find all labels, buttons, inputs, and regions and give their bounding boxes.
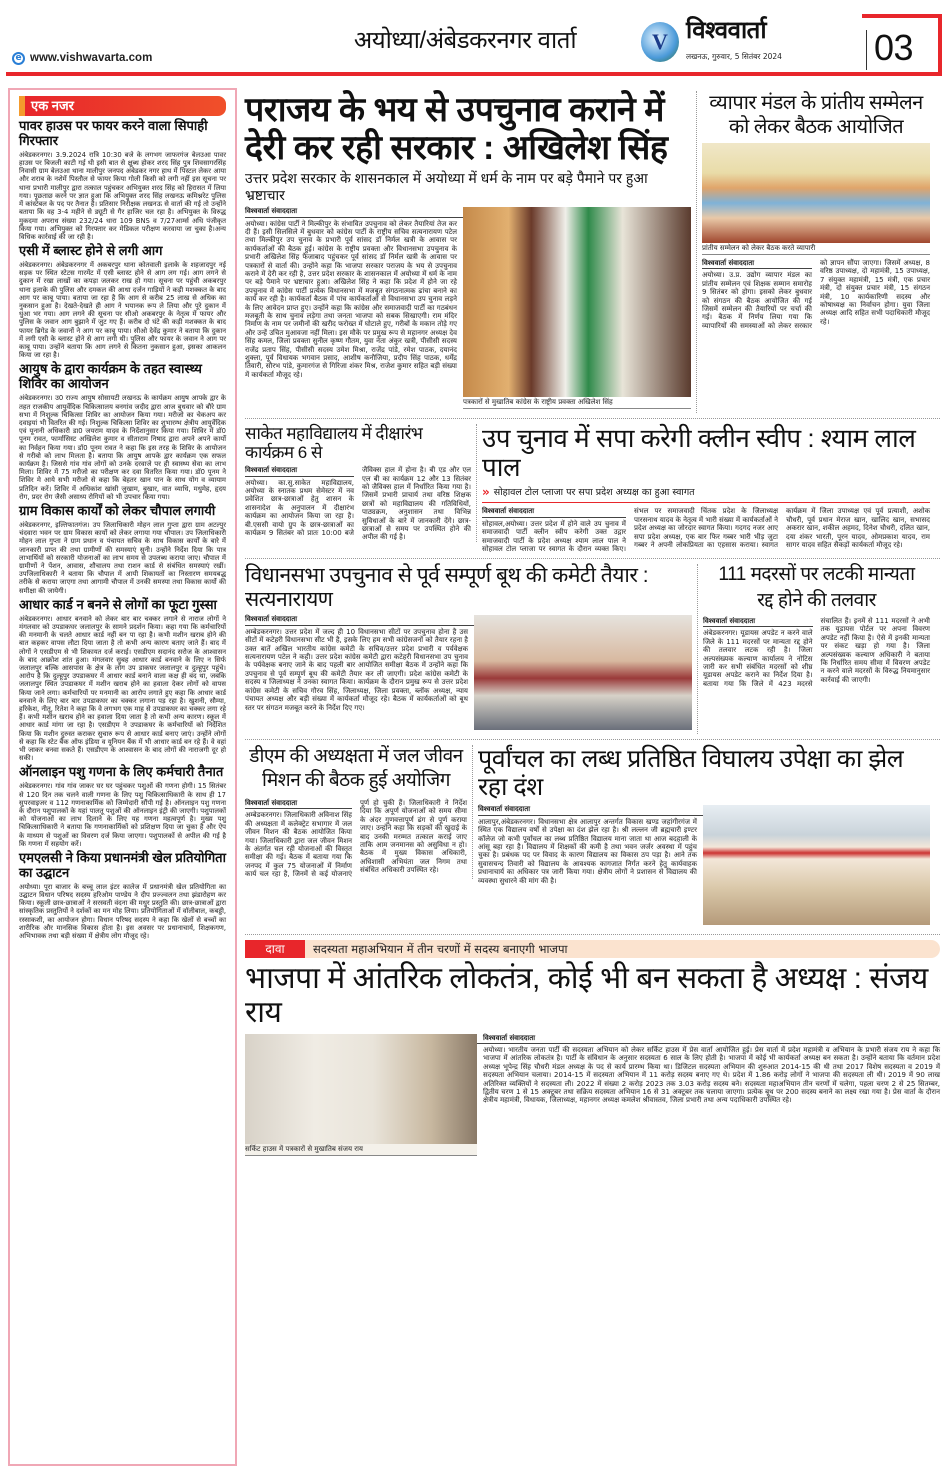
lead-headline-line-2: देरी कर रही सरकार : अखिलेश सिंह <box>245 129 668 168</box>
news-brief <box>19 504 226 595</box>
brief-title: आयुष के द्वारा कार्यक्रम के तहत स्वास्थ्य शिविर का आयोजन <box>19 361 202 392</box>
brief-title: ऑनलाइन पशु गणना के लिए कर्मचारी तैनात <box>19 764 224 780</box>
school-headline: पूर्वांचल का लब्ध प्रतिष्ठित विघालय उपेक्षा का झेल रहा दंश <box>478 745 904 802</box>
lead-subheadline: उत्तर प्रदेश सरकार के शासनकाल में अयोध्या में धर्म के नाम पर बड़े पैमाने पर हुआ भ्रष्टाचार <box>245 170 648 204</box>
byline: विश्ववार्ता संवाददाता <box>245 466 354 476</box>
brief-body: अंबेडकरनगर। गांव गांव जाकर घर घर पहुंचकर पशुओं की गणना होगी। 15 सितंबर से 120 दिन तक चलने वाली गणना के लिए पशु चिकित्साधिकारी के साथ ही 17 सुपरवाइजर व 112 गणनाकार्मिक को जिम्मेदारी सौंपी गई है। ऑनलाइन पशु गणना के दौरान पशुपालकों के यहां पालतू पशुओं की ऑनलाइन इंट्री की जाएगी। पशुपालकों को योजनाओं का लाभ दिलाने के लिए यह गणना महत्वपूर्ण है। मुख्य पशु चिकित्साधिकारी ने बताया कि गणनाकार्मिकों को प्रशिक्षण दिया जा चुका है और ऐप के माध्यम से पशुओं का विवरण दर्ज किया जाएगा। पशुपालकों से अपील की गई है कि गणना में सहयोग करें। <box>19 782 226 848</box>
pullquote-text: सोहावल टोल प्लाजा पर सपा प्रदेश अध्यक्ष का हुआ स्वागत <box>493 487 695 499</box>
bjp-body-block <box>245 1034 940 1160</box>
brand-name: विश्ववार्ता <box>686 17 767 44</box>
school-body-text: आलापुर,अंबेडकरनगर। विधानसभा क्षेत्र आलापुर अन्तर्गत विकास खण्ड जहांगीरगंज में स्थित एक विद्यालय वर्षों से उपेक्षा का दंश झेल रहा है। श्री लल्लन जी ब्रह्मचारी इण्टर कॉलेज जो कभी पूर्वांचल का लब्ध प्रतिष्ठित विद्यालय माना जाता था आज बदहाली के आंसू बहा रहा है। विद्यालय में शिक्षकों की कमी है तथा भवन जर्जर अवस्था में पहुंच चुका है। प्रबंधक पद पर विवाद के कारण विद्यालय का विकास ठप पड़ा है। आने तक सुवासचन्द तिवारी को विद्यालय के आवश्यक कागजात निर्गत करने हेतु कार्यवाहक प्रधानाचार्य का अधिकार पत्र जारी किया गया। क्षेत्रीय लोगों ने प्रशासन से विद्यालय की व्यवस्था सुधारने की मांग की है। <box>478 817 697 885</box>
news-brief-list <box>19 119 226 940</box>
dm-headline: डीएम की अध्यक्षता में जल जीवन मिशन की बैठक हुई अयोजिग <box>249 746 463 792</box>
bjp-section <box>245 935 940 1159</box>
news-brief <box>19 244 226 359</box>
byline: विश्ववार्ता संवाददाता <box>482 507 626 517</box>
lead-photo <box>463 207 691 397</box>
header-rule <box>6 72 942 76</box>
booth-body-block <box>245 615 692 734</box>
saket-body <box>245 466 471 542</box>
school-photo <box>703 805 930 925</box>
trade-body-text: अयोध्या। उ.प्र. उद्योग व्यापार मंडल का प्रांतीय सम्मेलन एवं शिक्षक सम्मान समारोह 9 सितंबर को होगा। इसको लेकर बुधवार को संगठन की बैठक आयोजित की गई जिसमें सम्मेलन की तैयारियों पर चर्चा की गई। बैठक में निर्णय लिया गया कि व्यापारियों की समस्याओं को लेकर सरकार को ज्ञापन सौंपा जाएगा। जिसमें अध्यक्ष, 8 वरिष्ठ उपाध्यक्ष, दो महामंत्री, 15 उपाध्यक्ष, 7 संयुक्त महामंत्री, 15 मंत्री, एक प्रचार मंत्री, दो संयुक्त प्रचार मंत्री, 15 संगठन मंत्री, 10 कार्यकारिणी सदस्य और कोषाध्यक्ष का निर्वाचन होगा। युवा जिला अध्यक्ष आदि सहित सभी पदाधिकारी मौजूद रहे। <box>702 259 930 330</box>
news-brief <box>19 765 226 848</box>
bjp-body-text: अयोध्या। भारतीय जनता पार्टी की सदस्यता अभियान को लेकर सर्किट हाउस में प्रेस वार्ता आयोजित हुई। प्रेस वार्ता में प्रदेश महामंत्री व अभियान के प्रभारी संजय राय ने कहा कि भाजपा में आंतरिक लोकतंत्र है। पार्टी के संविधान के अनुसार सदस्यता 6 साल के लिए होती है। भाजपा में कोई भी कार्यकर्ता अध्यक्ष बन सकता है। उन्होंने बताया कि वर्तमान प्रदेश अध्यक्ष भूपेन्द्र सिंह चौधरी मंडल अध्यक्ष के पद से कार्य प्रारम्भ किया था। डिजिटल सदस्यता अभियान की शुरुआत 2014-15 की थी तथा 2017 विशेष सदस्यता व 2019 में सदस्यता अभियान चलाया। 2014-15 में सदस्यता अभियान में 11 करोड़ सदस्य बनाए गए थे। प्रदेश में 1.86 करोड़ लोगों ने भाजपा की सदस्यता ली थी। 2019 में 90 लाख अतिरिक्त व्यक्तियों ने सदस्यता ली। 2022 में संख्या 2 करोड़ 2023 तक 3.03 करोड़ सदस्य बने। सदस्यता महाअभियान तीन चरणों में चलेगा, पहला चरण 2 से 25 सितम्बर, द्वितीय चरण 1 से 15 अक्टूबर तथा सक्रिय सदस्यता अभियान 16 से 31 अक्टूबर तक चलाया जाएगा। प्रत्येक बूथ पर 200 सदस्य बनाने का लक्ष्य रखा गया है। प्रेस वार्ता के दौरान क्षेत्रीय महामंत्री, विधायक, जिलाध्यक्ष, महानगर अध्यक्ष कमलेश श्रीवास्तव, जिला प्रभारी तथा अन्य पदाधिकारी उपस्थित रहे। <box>483 1046 940 1105</box>
sp-article <box>482 424 930 553</box>
byline: विश्ववार्ता संवाददाता <box>245 1034 940 1044</box>
lead-body-block <box>245 207 691 413</box>
saket-body-text: अयोध्या। का.सु.साकेत महाविद्यालय, अयोध्या के स्नातक प्रथम सेमेस्टर में नव प्रवेशित छात्र-छात्राओं हेतु शासन के शासनादेश के अनुपालन में दीक्षारंभ कार्यक्रम का आयोजन किया जा रहा है। बी.एससी वायो ग्रुप के छात्र-छात्राओं का कार्यक्रम 9 सितंबर को प्रातः 10:00 बजे जैविक्स हाल में होना है। बी एड और एल एल बी का कार्यक्रम 12 और 13 सितंबर को जैविक्स हाल में निर्धारित किया गया है। जिसमें प्रभारी प्राचार्य तथा वरिष्ठ शिक्षक छात्रों को महाविद्यालय की गतिविधियों, पाठ्यक्रम, अनुशासन तथा विभिन्न सुविधाओं के बारे में जानकारी देंगे। छात्र-छात्राओं से समय पर उपस्थित होने की अपील की गई है। <box>245 466 471 542</box>
byline: विश्ववार्ता संवाददाता <box>703 617 813 627</box>
news-brief <box>19 119 226 241</box>
saket-article <box>245 424 477 542</box>
school-article <box>478 745 930 929</box>
header <box>0 0 945 78</box>
sp-headline: उप चुनाव में सपा करेगी क्लीन स्वीप : श्याम लाल पाल <box>482 423 916 483</box>
banner-label: एक नजर <box>31 98 74 113</box>
brief-title: आधार कार्ड न बनने से लोगों का फूटा गुस्सा <box>19 596 217 612</box>
brief-title: एसी में ब्लास्ट होने से लगी आग <box>19 243 163 259</box>
brief-title: ग्राम विकास कार्यों को लेकर चौपाल लगायी <box>19 503 216 518</box>
brief-body: अयोध्या। पूरा बाजार के बच्चू लाल इंटर कालेज में प्रधानमंत्री खेल प्रतियोगिता का उद्घाटन विधान परिषद सदस्य हरिओम पाण्डेय ने दीप प्रज्ज्वलन तथा झंडारोहण कर किया। स्कूली छात्र-छात्राओं ने सरस्वती वंदना की मधुर प्रस्तुति की। छात्र-छात्राओं द्वारा सांस्कृतिक प्रस्तुतियों ने दर्शकों का मन मोह लिया। प्रतियोगिताओं में वॉलीबाल, कबड्डी, रस्साकशी, का आयोजन होगा। विधान परिषद सदस्य ने कहा कि खेलों से बच्चों का शारीरिक और मानसिक विकास होता है। इस अवसर पर प्रधानाचार्य, शिक्षकगण, अभिभावक तथा बड़ी संख्या में क्षेत्रीय लोग मौजूद रहे। <box>19 882 226 941</box>
news-brief <box>19 598 226 763</box>
madarsa-article <box>703 564 930 688</box>
sp-pullquote <box>482 486 930 503</box>
news-brief <box>19 362 226 501</box>
brief-title: पावर हाउस पर फायर करने वाला सिपाही गिरफ्तार <box>19 118 208 148</box>
trade-body <box>702 259 930 330</box>
trade-photo <box>702 143 930 243</box>
booth-article <box>245 564 698 734</box>
bjp-figure <box>245 1034 477 1156</box>
trade-headline: व्यापार मंडल के प्रांतीय सम्मेलन को लेकर बैठक आयोजित <box>709 92 923 138</box>
kicker-tag <box>245 940 305 958</box>
brief-body: अंबेडकरनगर। आधार बनवाने को लेकर बार बार चक्कर लगाने से नाराज लोगों ने मंगलवार को उपडाकघर जलालपुर के सामने प्रदर्शन किया। कहा गया कि कर्मचारियों की मनमानी के चलते आधार कार्ड नहीं बन पा रहा है। कभी मशीन खराब होने की बात कहकर वापस लौटा दिया जाता है तो कभी अन्य कारण बताए जाते हैं। बाद में लोगों ने एसडीएम से भी शिकायत दर्ज कराई। एसडीएम सदानंद सरोज के आश्वासन के बाद आक्रोश शांत हुआ। मंगलवार सुबह आधार कार्ड बनवाने के लिए न सिर्फ जलालपुर बल्कि आसपास के क्षेत्र के लोग उप डाकघर जलालपुर व दुल्हूपुर पहुंचे। आरोप है कि दुल्हूपुर उपडाकघर में आधार कार्ड बनाने वाला कक्ष ही बंद था, जबकि जलालपुर स्थित उपडाकघर में मशीन खराब होने का हवाला देकर लोगों को वापस किया जाने लगा। कर्मचारियों पर मनमानी का आरोप लगाते हुए कहा कि आधार कार्ड बनवाने के लिए बार बार उपडाकघर का चक्कर लगाना पड़ रहा है। खुशनी, सौम्या, हरिकेश, नीतू, रितेश ने कहा कि वे लगभग एक माह से उपडाकघर का चक्कर लगा रहे हैं। कभी मशीन खराब होने का हवाला दिया जाता है तो कभी अन्य कारण। स्कूल में आधार कार्ड मांगा जा रहा है। एसडीएम ने उपडाकघर के कर्मचारियों को निर्देशित किया कि मशीन दुरुस्त कराकर सुचारु रूप से आधार कार्ड बनाए जाएं। उन्होंने लोगों से कहा कि स्टेट बैंक ऑफ इंडिया व यूनियन बैंक में भी आधार कार्ड बन रहे हैं। वे वहां भी जाकर बनवा सकते हैं। एसडीएम के आश्वासन के बाद लोगों की नाराजगी दूर हो सकी। <box>19 614 226 763</box>
dateline: लखनऊ, गुरुवार, 5 सितंबर 2024 <box>686 52 782 61</box>
row-lead <box>245 86 940 419</box>
byline: विश्ववार्ता संवाददाता <box>245 799 352 809</box>
booth-headline: विधानसभा उपचुनाव से पूर्व सम्पूर्ण बूथ की कमेटी तैयार : सत्यनारायण <box>245 564 649 611</box>
dm-article <box>245 745 473 878</box>
page-number: 03 <box>874 27 914 68</box>
lead-headline-line-1: पराजय के भय से उपचुनाव कराने में <box>245 91 665 129</box>
row-dm-school <box>245 740 940 935</box>
ek-nazar-column <box>8 88 237 1466</box>
page-number-box <box>862 14 942 74</box>
main-area <box>245 86 940 1160</box>
booth-body-text: अम्बेडकरनगर। उत्तर प्रदेश में जल्द ही 10 विधानसभा सीटों पर उपचुनाव होना है उस सीटों में कटेहरी विधानसभा सीट भी है, इसके लिए हम सभी कांग्रेसजनों को तैयार रहना है उक्त बातें अखिल भारतीय कांग्रेस कमेटी के सचिव/उत्तर प्रदेश प्रभारी व पर्यवेक्षक सत्यनारायण पटेल ने कही। उत्तर प्रदेश कांग्रेस कमेटी द्वारा कटेहरी विधानसभा उप चुनाव के पर्यवेक्षक बनाए जाने के बाद पहली बार आयोजित समीक्षा बैठक में उन्होंने कहा कि उपचुनाव से पूर्व सम्पूर्ण बूथ की कमेटी तैयार कर ली जाएगी। प्रदेश कांग्रेस कमेटी के सदस्य व जिलाध्यक्ष ने उनका स्वागत किया। कार्यक्रम के दौरान प्रमुख रूप से उत्तर प्रदेश कांग्रेस कमेटी के सचिव गौरव सिंह, जिलाध्यक्ष, जिला प्रवक्ता, ब्लॉक अध्यक्ष, न्याय पंचायत अध्यक्ष और बड़ी संख्या में कार्यकर्ता मौजूद रहे। बैठक में कार्यकर्ताओं को बूथ स्तर पर संगठन मजबूत करने के निर्देश दिए गए। <box>245 627 468 712</box>
madarsa-body-text: अंबेडकरनगर। यूडायस अपडेट न करने वाले जिले के 111 मदरसों पर मान्यता रद्द होने की तलवार लटक रही है। जिला अल्पसंख्यक कल्याण कार्यालय ने नोटिस जारी कर सभी संबंधित मदरसों को शीघ्र यूडायस अपडेट कराने का निर्देश दिया है। बताया गया कि जिले में 423 मदरसे संचालित हैं। इनमें से 111 मदरसों ने अभी तक यूडायस पोर्टल पर अपना विवरण अपडेट नहीं किया है। ऐसे में इनकी मान्यता पर संकट खड़ा हो गया है। जिला अल्पसंख्यक कल्याण अधिकारी ने बताया कि निर्धारित समय सीमा में विवरण अपडेट न करने वाले मदरसों के विरुद्ध नियमानुसार कार्रवाई की जाएगी। <box>703 616 930 688</box>
brief-body: अंबेडकरनगर, इल्तिफातगंज। उप जिलाधिकारी मोहन लाल गुप्ता द्वारा ग्राम अटल्पुर चंदवारा भवन पर ग्राम विकास कार्यो को लेकर लगाया गया चौपाल। उप जिलाधिकारी मोहन लाल गुप्ता ने ग्राम प्रधान व पंचायत सचिव के साथ विकास कार्यों के बारे में जानकारी प्राप्त की तथा ग्रामीणों की समस्याएं सुनी। उन्होंने निर्देश दिया कि पात्र लाभार्थियों को सरकारी योजनाओं का लाभ समय से उपलब्ध कराया जाए। चौपाल में ग्रामीणों ने पेंशन, आवास, शौचालय तथा राशन कार्ड से संबंधित समस्याएं रखीं। उपजिलाधिकारी ने बताया कि चौपाल में आयी शिकायतों का निस्तारण समयबद्ध तरीके से कराया जाएगा तथा आगामी चौपाल में उनकी समस्या तथा विकास कार्यो की समीक्षा की जायेगी। <box>19 520 226 595</box>
dm-body <box>245 799 467 879</box>
kicker-tag-label: दावा <box>265 942 285 957</box>
lead-article <box>245 91 697 413</box>
sp-body-text: सोहावल,अयोध्या। उत्तर प्रदेश में होने वाले उप चुनाव में समाजवादी पार्टी क्लीन स्वीप करेगी उक्त उद्गार समाजवादी पार्टी के प्रदेश अध्यक्ष श्याम लाल पाल ने सोहावल टोल प्लाजा पर स्वागत के दौरान व्यक्त किए। संभल पर समाजवादी चिंतक प्रदेश के जिलाध्यक्ष पारसनाथ यादव के नेतृत्व में भारी संख्या में कार्यकर्ताओं ने प्रदेश अध्यक्ष का जोरदार स्वागत किया। गदगद नजर आए सपा प्रदेश अध्यक्ष, एक बार फिर गब्बर भारी भीड़ जुटा गब्बर ने अपनी लोकप्रियता का एहसास कराया। स्वागत कार्यक्रम में जिला उपाध्यक्ष एवं पूर्व प्रत्याशी, अशोक चौधरी, पूर्व प्रधान मेराज खान, खालिद खान, सभासद अकरार खान, शकील अहमद, दिनेश चौधरी, दलित खान, दया शंकर भारती, पूरन यादव, ओमप्रकाश यादव, राम सागर यादव सहित सैकड़ों कार्यकर्ता मौजूद रहे। <box>482 507 930 553</box>
brand-logo-icon: V <box>641 22 679 62</box>
booth-photo <box>474 615 692 730</box>
dm-body-text: अम्बेडकरनगर। जिलाधिकारी अविनाश सिंह की अध्यक्षता में कलेक्ट्रेट सभागार में जल जीवन मिशन की बैठक आयोजित किया गया। जिलाधिकारी द्वारा जल जीवन मिशन के अंतर्गत चल रही योजनाओं की विस्तृत समीक्षा की गई। बैठक में बताया गया कि जनपद में कुल 75 योजनाओं में निर्माण कार्य चल रहा है, जिनमें से कई योजनाएं पूर्ण हो चुकी हैं। जिलाधिकारी ने निर्देश दिया कि अपूर्ण योजनाओं को समय सीमा के अंदर गुणवत्तापूर्ण ढंग से पूर्ण कराया जाए। उन्होंने कहा कि सड़कों की खुदाई के बाद उनकी मरम्मत तत्काल कराई जाए ताकि आम जनमानस को असुविधा न हो। बैठक में मुख्य विकास अधिकारी, अधिशासी अभियंता जल निगम तथा संबंधित अधिकारी उपस्थित रहे। <box>245 798 467 879</box>
bjp-photo <box>245 1034 477 1144</box>
madarsa-body <box>703 617 930 688</box>
row-saket-sp <box>245 419 940 559</box>
lead-body: अयोध्या। कांग्रेस पार्टी ने मिल्कीपुर के संभावित उपचुनाव को लेकर तैयारियां तेज कर दी हैं। इसी सिलसिले में बुधवार को कांग्रेस पार्टी के राष्ट्रीय सचिव सत्यनारायण पटेल तथा मिल्कीपुर उप चुनाव के प्रभारी पूर्व सांसद डॉ निर्मल खत्री के आवास पर कार्यकर्ताओं की बैठक हुई। कांग्रेस के राष्ट्रीय प्रवक्ता और विधानसभा उपचुनाव के प्रभारी अखिलेश सिंह फैजाबाद पहुंचकर पूर्व सांसद डॉ निर्मल खत्री के आवास पर पत्रकारों से वार्ता की। उन्होंने कहा कि भाजपा सरकार पराजय के भय से उपचुनाव कराने में देरी कर रही है, उत्तर प्रदेश सरकार के शासनकाल में अयोध्या में धर्म के नाम पर बड़े पैमाने पर भ्रष्टाचार हुआ। अखिलेश सिंह ने कहा कि प्रदेश में होने जा रहे उपचुनाव में कांग्रेस पार्टी प्रत्येक विधानसभा में मजबूत संगठनात्मक ढांचा बनाने का कार्य कर रही है। कार्यकर्ता बैठक में पांच कार्यकर्ताओं से विधानसभा उप चुनाव लड़ने के लिए आवेदन प्राप्त हुए। उन्होंने कहा कि कांग्रेस और समाजवादी पार्टी का गठबंधन मजबूती के साथ चुनाव लड़ेगा तथा जनता भाजपा को सबक सिखाएगी। राम मंदिर निर्माण के नाम पर जमीनों की खरीद फरोख्त में घोटाले हुए, गरीबों के मकान तोड़े गए और उन्हें उचित मुआवजा नहीं मिला। इस मौके पर प्रमुख रूप से महानगर अध्यक्ष देव सिंह कमल, जिला प्रवक्ता सुनील कृष्ण गौतम, युवा नेता अंकुर खत्री, पीसीसी सदस्य राजेंद्र प्रताप सिंह, पीसीसी सदस्य उमेश मिश्रा, राजेंद्र पांडे, रमेश पाठक, दयानंद शुक्ला, पूर्व विधायक भगवान प्रसाद, आशीष कनौजिया, प्रदीप सिंह पाठक, धर्मेंद्र तिवारी, सौरभ पांडे, कुमारगंज से गिरिजा शंकर मिश्र, राजेश कुमार सहित बड़ी संख्या में कार्यकर्ता मौजूद रहे। <box>245 219 457 379</box>
byline: विश्ववार्ता संवाददाता <box>245 207 691 217</box>
lead-figure <box>463 207 691 409</box>
website-url[interactable]: www.vishwavarta.com <box>30 52 153 64</box>
brief-body: अंबेडकरनगर। उ0 राज्य आयुष सोसायटी लखनऊ के कार्यक्रम आयुष आपके द्वार के तहत राजकीय आयुर्वेदिक चिकित्सालय बनगांव जदीद द्वारा आज बुधवार को बौरे ग्राम सभा में निशुल्क चिकित्सा शिविर का आयोजन किया गया। मरीजो का चेकअप कर दवाइयां भी वितरित की गई। निशुल्क चिकित्सा शिविर का शुभारम्भ क्षेत्रीय आयुर्वेदिक एवं यूनानी अधिकारी डा0 जयराम यादव के निर्देशानुसार किया गया। शिविर में डॉ0 पूनम रावत, फार्मासिस्ट अखिलेश कुमार व सीताराम निषाद द्वारा अपने अपने कार्यो का निर्वहन किया गया। डॉ0 पूनम रावत ने कहा कि इस तरह के शिविर के आयोजन से गरीबो को लाभ मिलता है। बताया कि आयुष आपके द्वार कार्यक्रम एक सफल कार्यक्रम है। जिससे गांव गांव लोगों को उनके दरवाजे पर ही स्वास्थ्य सेवा का लाभ मिला। शिविर में 75 मरीजो का परीक्षण कर दवा वितरित किया गया। डॉ0 पूनम ने शिविर मे आये सभी मरीजो से कहा कि बेहतर खान पान के साथ योग व व्यायाम प्रतिदिन करें। शिविर में अधिकांश खांसी जुखाम, बुखार, वात व्याधि, मधुमेह, हृदय रोग, प्रदर रोग जैसी असाध्य रोगियों को भी उपचार किया गया। <box>19 394 226 501</box>
bjp-photo-caption: सर्किट हाउस में पत्रकारों से मुखातिब संजय राय <box>245 1144 477 1156</box>
brief-title: एमएलसी ने किया प्रधानमंत्री खेल प्रतियोगिता का उद्घाटन <box>19 849 226 880</box>
kicker-text: सदस्यता महाअभियान में तीन चरणों में सदस्य बनाएगी भाजपा <box>313 942 568 957</box>
news-brief <box>19 851 226 940</box>
lead-photo-caption: पत्रकारों से मुखातिब कांग्रेस के राष्ट्रीय प्रवक्ता अखिलेश सिंह <box>463 397 691 409</box>
bjp-kicker-band <box>245 940 940 958</box>
brief-body: अंबेडकरनगर। अंबेडकरनगर में अकबरपुर थाना कोतवाली इलाके के शहजादपुर नई सड़क पर स्थित स्टेटस गारमेंट में एसी ब्लास्ट होने से आग लग गई। आग लगने से दुकान में रखा लाखों का कपड़ा जलकर राख हो गया। सूचना पर पहुंची अकबरपुर थाना इलाके की पुलिस और दमकल की आधा दर्जन गाड़ियों ने कड़ी मशक्कत के बाद आग पर काबू पाया। बताया जा रहा है कि आग से करीब 25 लाख से अधिक का नुकसान हुआ है। देखते-देखते ही आग ने भयानक रूप ले लिया और पूरे दुकान में धुंआ भर गया। आग लगने की सूचना पर सीओ अकबरपुर के नेतृत्व में फायर और पुलिस के जवान आग बुझाने में जुट गए हैं। करीब दो घंटे की कड़ी मशक्कत के बाद फायर ब्रिगेड के जवानों ने आग पर काबू पाया। सीओ देवेंद्र कुमार ने बताया कि दुकान में लगी एसी के ब्लास्ट होने से आग लगी थी। पुलिस और फायर के जवान ने आग पर काबू पाया। उन्होंने बताया कि आग लगने से कितना नुकसान हुआ, इसका आकलन किया जा रहा है। <box>19 261 226 360</box>
browser-globe-icon: e <box>12 52 25 65</box>
madarsa-headline-2: रद्द होने की तलवार <box>757 589 876 611</box>
madarsa-headline-1: 111 मदरसों पर लटकी मान्यता <box>718 564 915 586</box>
section-title: अयोध्या/अंबेडकरनगर वार्ता <box>353 27 577 54</box>
bjp-headline: भाजपा में आंतरिक लोकतंत्र, कोई भी बन सकता है अध्यक्ष : संजय राय <box>245 962 928 1030</box>
byline: विश्ववार्ता संवाददाता <box>478 805 930 815</box>
trade-article <box>702 91 930 330</box>
saket-headline: साकेत महाविद्यालय में दीक्षारंभ कार्यक्रम 6 से <box>245 424 423 463</box>
brief-body: अंबेडकरनगर। 3.9.2024 रात्रि 10:30 बजे के लगभग जाफरगंज बेलउआ पावर हाउस पर बिजली काटी गई थी इसी बात से क्षुब्ध होकर शरद सिंह पुत्र शिवसागरसिंह निवासी ग्राम बेलउआ थाना मालीपुर जनपद अंबेडकर नगर हाथ में पिस्टल लेकर आया और शराब के नशेमें पिस्तौल से फायर किया गोली किसी को लगी नहीं इस सूचना पर थाना प्रभारी मालीपुर द्वारा तत्काल पहुंचकर अभियुक्त शरद सिंह को हिरासत में लिया गया। पूछताछ करने पर ज्ञात हुआ कि अभियुक्त शरद सिंह लखनऊ कमिश्नरेट पुलिस में कांस्टेबल के पद पर तैनात है। प्रतिसार निरीक्षक लखनऊ से वार्ता की गई तो उन्होंने बताया कि वह 3-4 महीने से ड्यूटी से गैर हाजिर चल रहा है। अभियुक्त के विरुद्ध मुकदमा अपराध संख्या 232/24 धारा 109 BNS व 7/27आर्म्स अधि पंजीकृत किया गया। अभियुक्त को गिरफ्तार कर मेडिकल परीक्षण करवाया जा चुका है।अन्य विधिक कार्रवाई की जा रही है। <box>19 150 226 241</box>
chevron-right-icon: » <box>482 485 490 500</box>
sp-body <box>482 507 930 553</box>
row-booth-madarsa <box>245 559 940 740</box>
ek-nazar-banner <box>19 96 226 116</box>
byline: विश्ववार्ता संवाददाता <box>702 259 812 269</box>
trade-photo-caption: प्रांतीय सम्मेलन को लेकर बैठक करते व्यापारी <box>702 243 930 255</box>
school-body-block <box>478 805 930 929</box>
byline: विश्ववार्ता संवाददाता <box>245 615 692 625</box>
